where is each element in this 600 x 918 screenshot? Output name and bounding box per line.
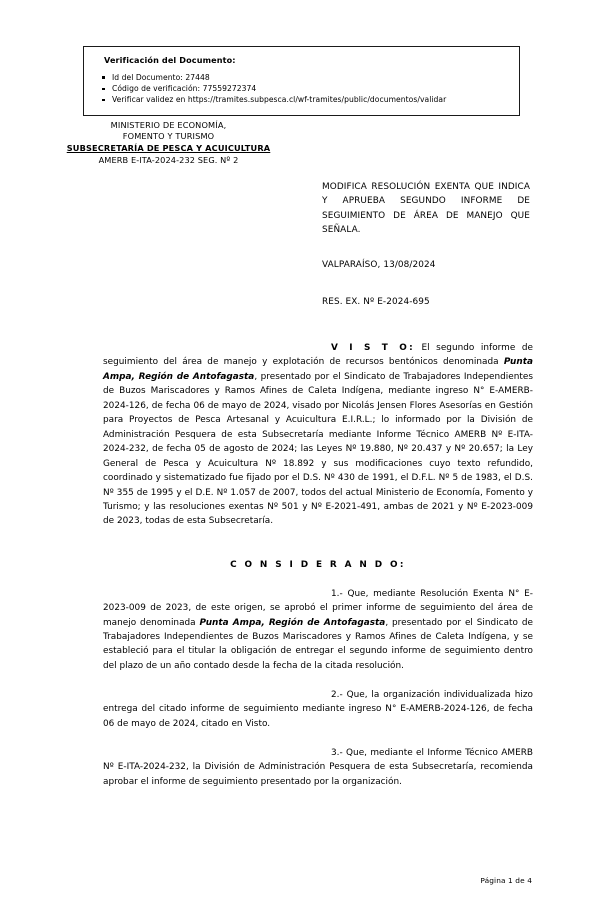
considerando-item-2 bbox=[103, 688, 533, 731]
visto-label: V I S T O: bbox=[331, 343, 415, 353]
considerando-item-3 bbox=[103, 746, 533, 789]
considerando-1-part-2: , presentado por el Sindicato de Trabajadores Independientes de Buzos Mariscadores y Ramos Afines de Caleta Indígena, y se estableció para el titular la obligación de entregar el segundo informe de seguimiento dentro del plazo de un año contado desde la fecha de la citada resolución. bbox=[103, 617, 533, 671]
document-subject-title: MODIFICA RESOLUCIÓN EXENTA QUE INDICA Y APRUEBA SEGUNDO INFORME DE SEGUIMIENTO DE ÁREA DE MANEJO QUE SEÑALA. bbox=[322, 182, 530, 236]
spacer bbox=[103, 731, 533, 745]
ministry-header bbox=[46, 120, 291, 167]
visto-area-name: Punta Ampa, Región de Antofagasta bbox=[103, 357, 533, 382]
considerando-heading: C O N S I D E R A N D O: bbox=[230, 559, 406, 570]
verification-item-url: Verificar validez en https://tramites.subpesca.cl/wf-tramites/public/documentos/validar bbox=[98, 94, 509, 105]
visto-paragraph bbox=[103, 341, 533, 529]
considerando-2-text: 2.- Que, la organización individualizada hizo entrega del citado informe de seguimiento mediante ingreso N° E-AMERB-2024-126, de fecha 06 de mayo de 2024, citado en Visto. bbox=[103, 689, 533, 729]
considerando-1-part-1: 1.- Que, mediante Resolución Exenta N° E-2023-009 de 2023, de este origen, se aprobó el primer informe de seguimiento del área de manejo denominada bbox=[103, 588, 533, 628]
verification-title: Verificación del Documento: bbox=[104, 55, 236, 65]
ministry-line-1: MINISTERIO DE ECONOMÍA, bbox=[110, 120, 227, 130]
verification-item-code: Código de verificación: 77559272374 bbox=[98, 83, 509, 94]
amerb-reference: AMERB E-ITA-2024-232 SEG. Nº 2 bbox=[98, 155, 239, 166]
spacer bbox=[103, 572, 533, 586]
considerando-3-text: 3.- Que, mediante el Informe Técnico AMERB Nº E-ITA-2024-232, la División de Administración Pesquera de esta Subsecretaría, recomienda aprobar el informe de seguimiento presentado por la organización. bbox=[103, 747, 533, 787]
resolution-number: RES. EX. Nº E-2024-695 bbox=[322, 297, 430, 307]
verification-list bbox=[98, 72, 509, 106]
verification-box bbox=[83, 46, 520, 116]
visto-text-part-2: , presentado por el Sindicato de Trabajadores Independientes de Buzos Mariscadores y Ramos Afines de Caleta Indígena, mediante ingreso N° E-AMERB-2024-126, de fecha 06 de mayo de 2024, visado por Nicolás Jensen Flores Asesorías en Gestión para Proyectos de Pesca Artesanal y Acuicultura E.I.R.L.; lo informado por la División de Administración Pesquera de esta Subsecretaría mediante Informe Técnico AMERB Nº E-ITA-2024-232, de fecha 05 de agosto de 2024; las Leyes Nº 19.880, Nº 20.437 y Nº 20.657; la Ley General de Pesca y Acuicultura Nº 18.892 y sus modificaciones cuyo texto refundido, coordinado y sistematizado fue fijado por el D.S. Nº 430 de 1991, el D.F.L. Nº 5 de 1983, el D.S. Nº 355 de 1995 y el D.E. Nº 1.057 de 2007, todos del actual Ministerio de Economía, Fomento y Turismo; y las resoluciones exentas Nº 501 y Nº E-2021-491, ambas de 2021 y Nº E-2023-009 de 2023, todas de esta Subsecretaría. bbox=[103, 371, 533, 527]
spacer bbox=[103, 529, 533, 558]
ministry-line-2: FOMENTO Y TURISMO bbox=[122, 131, 215, 142]
verification-item-document-id: Id del Documento: 27448 bbox=[98, 72, 509, 83]
place-and-date: VALPARAÍSO, 13/08/2024 bbox=[322, 260, 436, 270]
page-number-footer: Página 1 de 4 bbox=[480, 876, 532, 885]
spacer bbox=[103, 673, 533, 687]
subsecretaria-title: SUBSECRETARÍA DE PESCA Y ACUICULTURA bbox=[66, 143, 271, 154]
visto-text-part-1: El segundo informe de seguimiento del área de manejo y explotación de recursos bentónicos denominada bbox=[103, 343, 533, 368]
considerando-item-1 bbox=[103, 587, 533, 674]
document-body bbox=[103, 341, 533, 789]
considerando-1-area-name: Punta Ampa, Región de Antofagasta bbox=[199, 617, 386, 628]
